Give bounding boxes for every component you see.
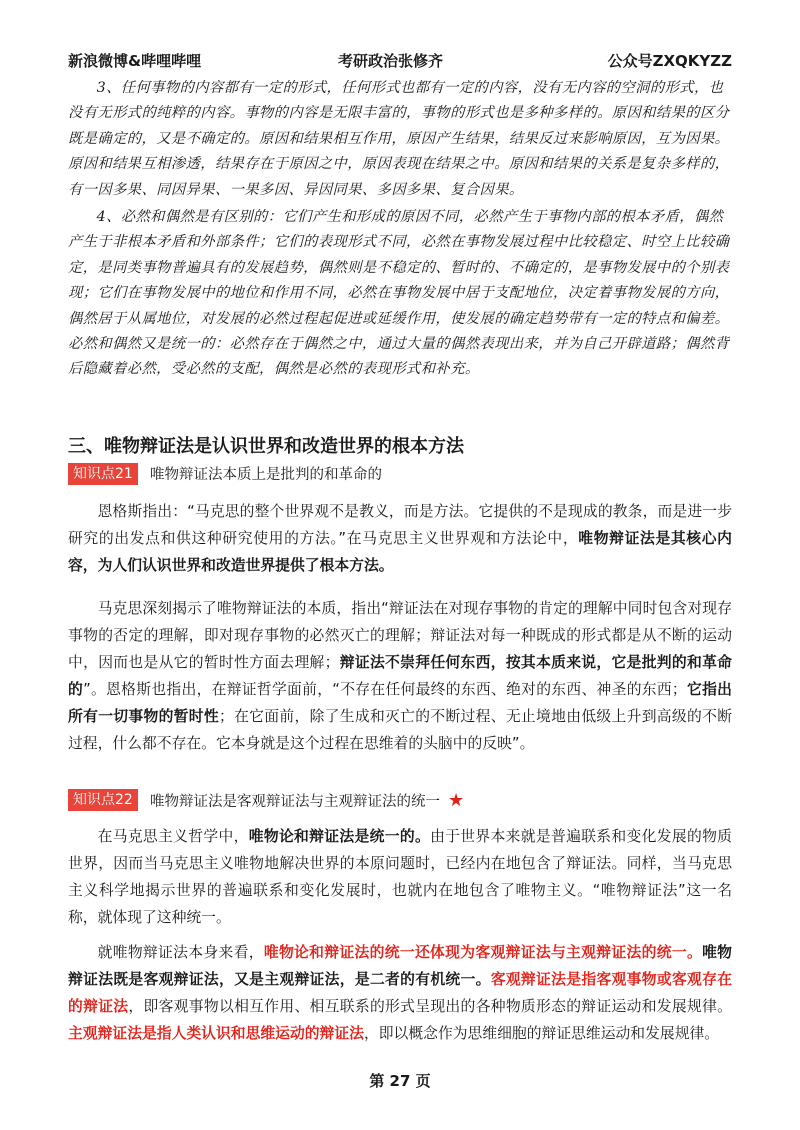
paragraph-engels-method	[68, 498, 732, 579]
paragraph-unity-materialism	[68, 823, 732, 931]
bold-text: 唯物辩证法是其核心内容，为人们认识世界和改造世界提供了根本方法。	[68, 530, 732, 574]
bold-text: 唯物辩证法既是客观辩证法，又是主观辩证法，是二者的有机统一。	[68, 944, 732, 988]
kp22-badge: 知识点22	[68, 789, 138, 811]
paragraph-objective-subjective	[68, 939, 732, 1047]
text-span: ”。恩格斯也指出，在辩证哲学面前，“不存在任何最终的东西、绝对的东西、神圣的东西；	[83, 681, 687, 698]
text-span: 就唯物辩证法本身来看，	[97, 944, 264, 961]
knowledge-point-21	[68, 463, 732, 487]
paragraph-marx-essence	[68, 595, 732, 757]
text-span: ；在它面前，除了生成和灭亡的不断过程、无止境地由低级上升到高级的不断过程，什么都不存在。它本身就是这个过程在思维着的头脑中的反映”。	[68, 708, 732, 752]
paragraph-cause-effect: 3、任何事物的内容都有一定的形式，任何形式也都有一定的内容，没有无内容的空洞的形式，也没有无形式的纯粹的内容。事物的内容是无限丰富的，事物的形式也是多种多样的。原因和结果的区分既是确定的，又是不确定的。原因和结果相互作用，原因产生结果，结果反过来影响原因，互为因果。原因和结果互相渗透，结果存在于原因之中，原因表现在结果之中。原因和结果的关系是复杂多样的，有一因多果、同因异果、一果多因、异因同果、多因多果、复合因果。	[68, 80, 730, 198]
kp22-title-text: 唯物辩证法是客观辩证法与主观辩证法的统一	[150, 794, 440, 810]
kp22-title	[150, 790, 464, 813]
red-highlight-text: 客观辩证法是指客观事物或客观存在的辩证法	[68, 971, 732, 1015]
section-title: 三、唯物辩证法是认识世界和改造世界的根本方法	[68, 436, 464, 457]
red-highlight-text: 唯物论和辩证法的统一还体现为客观辩证法与主观辩证法的统一。	[263, 944, 703, 961]
text-span: 马克思深刻揭示了唯物辩证法的本质，指出“辩证法在对现存事物的肯定的理解中同时包含对现存事物的否定的理解，即对现存事物的必然灭亡的理解；辩证法对每一种既成的形式都是从不断的运动中，因而也是从它的暂时性方面去理解；	[68, 600, 732, 671]
text-span: 在马克思主义哲学中，	[97, 828, 249, 845]
bold-text: 辩证法不崇拜任何东西，按其本质来说，它是批判的和革命的	[68, 654, 732, 698]
header-author: 考研政治张修齐	[338, 52, 444, 70]
kp21-badge: 知识点21	[68, 463, 138, 485]
knowledge-point-22	[68, 789, 732, 813]
text-span: 由于世界本来就是普遍联系和变化发展的物质世界，因而当马克思主义唯物地解决世界的本原问题时，已经内在地包含了辩证法。同样，当马克思主义科学地揭示世界的普遍联系和变化发展时，也就内在地包含了唯物主义。“唯物辩证法”这一名称，就体现了这种统一。	[68, 828, 732, 926]
header-weibo-bilibili: 新浪微博&哔哩哔哩	[68, 52, 202, 70]
text-span: ，即以概念作为思维细胞的辩证思维运动和发展规律。	[363, 1025, 720, 1042]
bold-text: 它指出所有一切事物的暂时性	[68, 681, 732, 725]
page-header	[68, 50, 732, 72]
text-span: 恩格斯指出：“马克思的整个世界观不是教义，而是方法。它提供的不是现成的教条，而是进一步研究的出发点和供这种研究使用的方法。”在马克思主义世界观和方法论中，	[68, 503, 732, 547]
header-wechat-account: 公众号ZXQKYZZ	[607, 52, 732, 70]
star-icon: ★	[448, 790, 465, 811]
text-span: ，即客观事物以相互作用、相互联系的形式呈现出的各种物质形态的辩证运动和发展规律。	[128, 998, 732, 1015]
bold-text: 唯物论和辩证法是统一的。	[248, 828, 431, 845]
paragraph-necessity-chance: 4、必然和偶然是有区别的：它们产生和形成的原因不同，必然产生于事物内部的根本矛盾，偶然产生于非根本矛盾和外部条件；它们的表现形式不同，必然在事物发展过程中比较稳定、时空上比较确定，是同类事物普遍具有的发展趋势，偶然则是不稳定的、暂时的、不确定的，是事物发展中的个别表现；它们在事物发展中的地位和作用不同，必然在事物发展中居于支配地位，决定着事物发展的方向，偶然居于从属地位，对发展的必然过程起促进或延缓作用，使发展的确定趋势带有一定的特点和偏差。必然和偶然又是统一的：必然存在于偶然之中，通过大量的偶然表现出来，并为自己开辟道路；偶然背后隐藏着必然，受必然的支配，偶然是必然的表现形式和补充。	[68, 209, 730, 378]
page-number: 第 27 页	[369, 1072, 431, 1090]
red-highlight-text: 主观辩证法是指人类认识和思维运动的辩证法	[68, 1025, 364, 1042]
kp21-title: 唯物辩证法本质上是批判的和革命的	[150, 467, 382, 483]
